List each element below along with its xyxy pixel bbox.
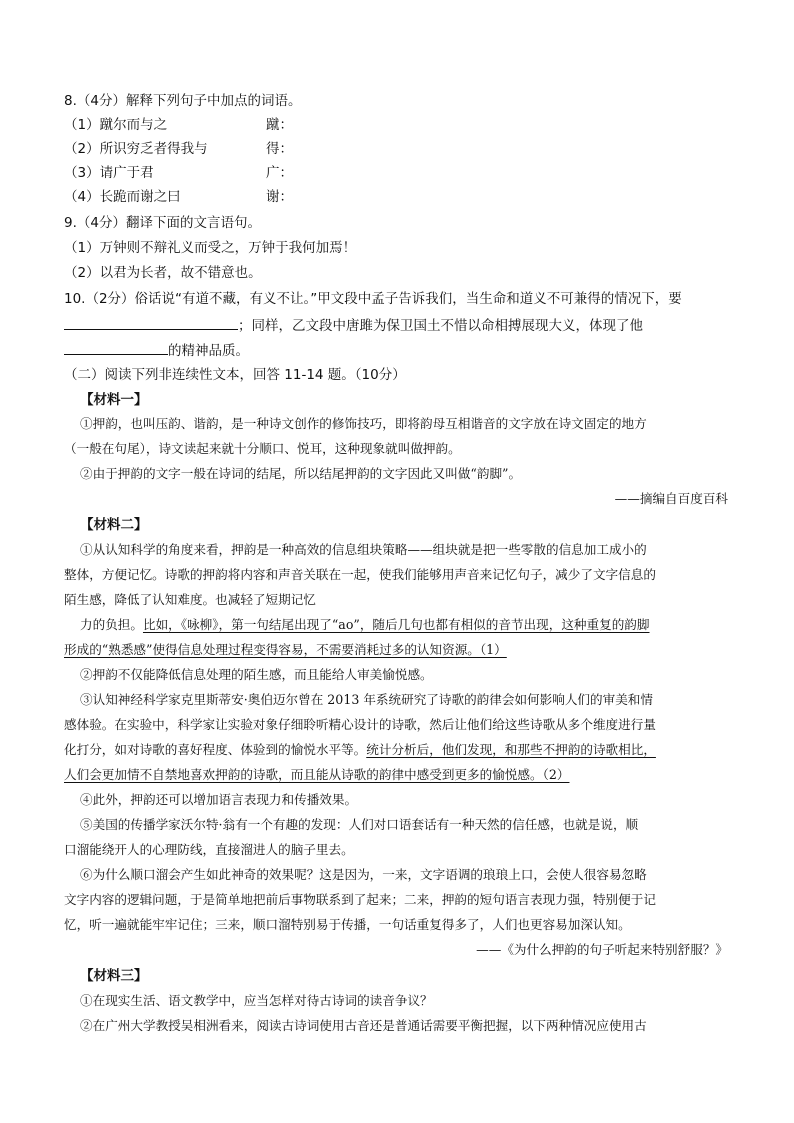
material-2-p5-l2: 口溜能绕开人的心理防线，直接溜进人的脑子里去。 xyxy=(64,842,354,857)
q8-item-2-label: 得： xyxy=(266,141,293,157)
material-2-p6-l3: 忆，听一遍就能牢牢记住；三来，顺口溜特别易于传播，一句话重复得多了，人们也更容易加深认知。 xyxy=(64,917,631,932)
underlined-sentence-1a: 比如，《咏柳》，第一句结尾出现了“ao”，随后几句也都有相似的音节出现，这种重复的韵脚 xyxy=(142,617,650,632)
material-2-p3-l1: ③认知神经科学家克里斯蒂安·奥伯迈尔曾在 2013 年系统研究了诗歌的韵律会如何影响人们的审美和情 xyxy=(80,692,653,707)
q8-item-1-label: 蹴： xyxy=(266,117,293,133)
material-2-p5-l1: ⑤美国的传播学家沃尔特·翁有一个有趣的发现：人们对口语套话有一种天然的信任感，也就是说，顺 xyxy=(80,817,639,832)
answer-blank-2[interactable] xyxy=(64,340,168,355)
underlined-sentence-1b: 形成的“熟悉感”使得信息处理过程变得容易，不需要消耗过多的认知资源。（1） xyxy=(64,642,507,657)
material-2-p1-l2: 整体，方便记忆。诗歌的押韵将内容和声音关联在一起，使我们能够用声音来记忆句子，减少了文字信息的 xyxy=(64,567,656,582)
material-2-title: 【材料二】 xyxy=(80,517,148,533)
material-3-title: 【材料三】 xyxy=(80,968,148,984)
material-3-p2: ②在广州大学教授吴相洲看来，阅读古诗词使用古音还是普通话需要平衡把握，以下两种情况应使用古 xyxy=(80,1018,647,1033)
material-2-p1-l3: 陌生感，降低了认知难度。也减轻了短期记忆 xyxy=(64,592,316,607)
q8-item-1: （1）蹴尔而与之 xyxy=(64,117,168,133)
material-1-title: 【材料一】 xyxy=(80,392,148,408)
answer-blank-1[interactable] xyxy=(64,315,238,330)
q8-item-4-label: 谢： xyxy=(266,189,293,205)
material-2-p1-l4 xyxy=(80,616,650,634)
q10-line-3-text: 的精神品质。 xyxy=(168,343,249,359)
q10-line-2 xyxy=(64,315,643,335)
material-2-p3-l2: 感体验。在实验中，科学家让实验对象仔细聆听精心设计的诗歌，然后让他们给这些诗歌从多个维度进行量 xyxy=(64,717,656,732)
underlined-sentence-2a: 统计分析后，他们发现，和那些不押韵的诗歌相比， xyxy=(366,742,656,757)
q8-item-3-label: 广： xyxy=(266,165,293,181)
material-2-p4: ④此外，押韵还可以增加语言表现力和传播效果。 xyxy=(80,792,358,807)
material-1-source: ——摘编自百度百科 xyxy=(614,491,728,506)
material-2-p6-l1: ⑥为什么顺口溜会产生如此神奇的效果呢？这是因为，一来，文字语调的琅琅上口，会使人很容易忽略 xyxy=(80,867,647,882)
material-2-p3-l3-text: 化打分，如对诗歌的喜好程度、体验到的愉悦水平等。 xyxy=(64,742,367,757)
material-2-p1-l4-text: 力的负担。 xyxy=(80,617,143,632)
q9-stem: 9.（4分）翻译下面的文言语句。 xyxy=(64,215,261,231)
material-1-p1-l1: ①押韵，也叫压韵、谐韵，是一种诗文创作的修饰技巧，即将韵母互相谐音的文字放在诗文固定的地方 xyxy=(80,416,647,431)
material-1-p1-l2: （一般在句尾），诗文读起来就十分顺口、悦耳，这种现象就叫做押韵。 xyxy=(64,441,461,456)
material-1-p2: ②由于押韵的文字一般在诗词的结尾，所以结尾押韵的文字因此又叫做“韵脚”。 xyxy=(80,466,522,481)
material-2-p2: ②押韵不仅能降低信息处理的陌生感，而且能给人审美愉悦感。 xyxy=(80,667,433,682)
q8-item-3: （3）请广于君 xyxy=(64,165,154,181)
section-2-heading: （二）阅读下列非连续性文本，回答 11-14 题。（10分） xyxy=(64,367,406,383)
q10-line-3 xyxy=(64,340,249,360)
material-2-p6-l2: 文字内容的逻辑问题，于是简单地把前后事物联系到了起来；二来，押韵的短句语言表现力强，特别便于记 xyxy=(64,892,656,907)
q8-item-4: （4）长跪而谢之曰 xyxy=(64,189,181,205)
material-3-p1: ①在现实生活、语文教学中，应当怎样对待古诗词的读音争议？ xyxy=(80,993,433,1008)
material-2-p3-l3 xyxy=(64,741,656,759)
material-2-source: ——《为什么押韵的句子听起来特别舒服？》 xyxy=(476,942,728,957)
q9-item-1: （1）万钟则不辩礼义而受之，万钟于我何加焉！ xyxy=(64,240,357,256)
q10-line-1: 10.（2分）俗话说“有道不藏，有义不让。”甲文段中孟子告诉我们，当生命和道义不可兼得的情况下，要 xyxy=(64,291,682,307)
q8-stem: 8.（4分）解释下列句子中加点的词语。 xyxy=(64,93,302,109)
material-2-p1-l1: ①从认知科学的角度来看，押韵是一种高效的信息组块策略——组块就是把一些零散的信息加工成小的 xyxy=(80,542,647,557)
q10-line-2-text: ；同样，乙文段中唐雎为保卫国土不惜以命相搏展现大义，体现了他 xyxy=(238,318,643,334)
q8-item-2: （2）所识穷乏者得我与 xyxy=(64,141,208,157)
underlined-sentence-2b: 人们会更加情不自禁地喜欢押韵的诗歌，而且能从诗歌的韵律中感受到更多的愉悦感。（2） xyxy=(64,767,570,782)
q9-item-2: （2）以君为长者，故不错意也。 xyxy=(64,265,262,281)
